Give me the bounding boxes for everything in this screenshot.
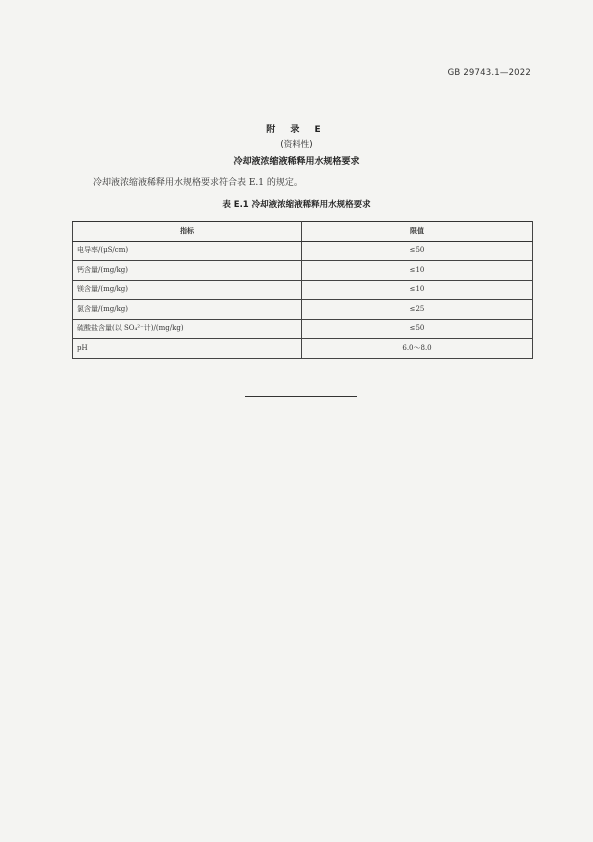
header-limit: 限值 (302, 222, 533, 242)
table-row (73, 339, 533, 359)
table-row (73, 261, 533, 281)
cell-limit: ≤50 (302, 241, 533, 261)
body-paragraph: 冷却液浓缩液稀释用水规格要求符合表 E.1 的规定。 (93, 178, 303, 188)
annex-title: 附 录 E (266, 125, 327, 135)
cell-limit: ≤25 (302, 300, 533, 320)
end-of-document-rule (245, 396, 357, 397)
table-row (73, 241, 533, 261)
cell-indicator: 电导率/(μS/cm) (73, 241, 302, 261)
table-row (73, 280, 533, 300)
cell-indicator: pH (73, 339, 302, 359)
table-title: 表 E.1 冷却液浓缩液稀释用水规格要求 (222, 200, 371, 210)
header-indicator: 指标 (73, 222, 302, 242)
cell-limit: 6.0～8.0 (302, 339, 533, 359)
cell-limit: ≤50 (302, 319, 533, 339)
spec-table (72, 221, 533, 359)
cell-limit: ≤10 (302, 261, 533, 281)
cell-limit: ≤10 (302, 280, 533, 300)
annex-heading: 冷却液浓缩液稀释用水规格要求 (233, 157, 360, 167)
cell-indicator: 镁含量/(mg/kg) (73, 280, 302, 300)
table-row (73, 319, 533, 339)
standard-number: GB 29743.1—2022 (447, 68, 531, 78)
table-row (73, 300, 533, 320)
annex-note: (资料性) (280, 140, 313, 150)
cell-indicator: 钙含量/(mg/kg) (73, 261, 302, 281)
table-header-row (73, 222, 533, 242)
cell-indicator: 氯含量/(mg/kg) (73, 300, 302, 320)
cell-indicator: 硫酸盐含量(以 SO₄²⁻计)/(mg/kg) (73, 319, 302, 339)
